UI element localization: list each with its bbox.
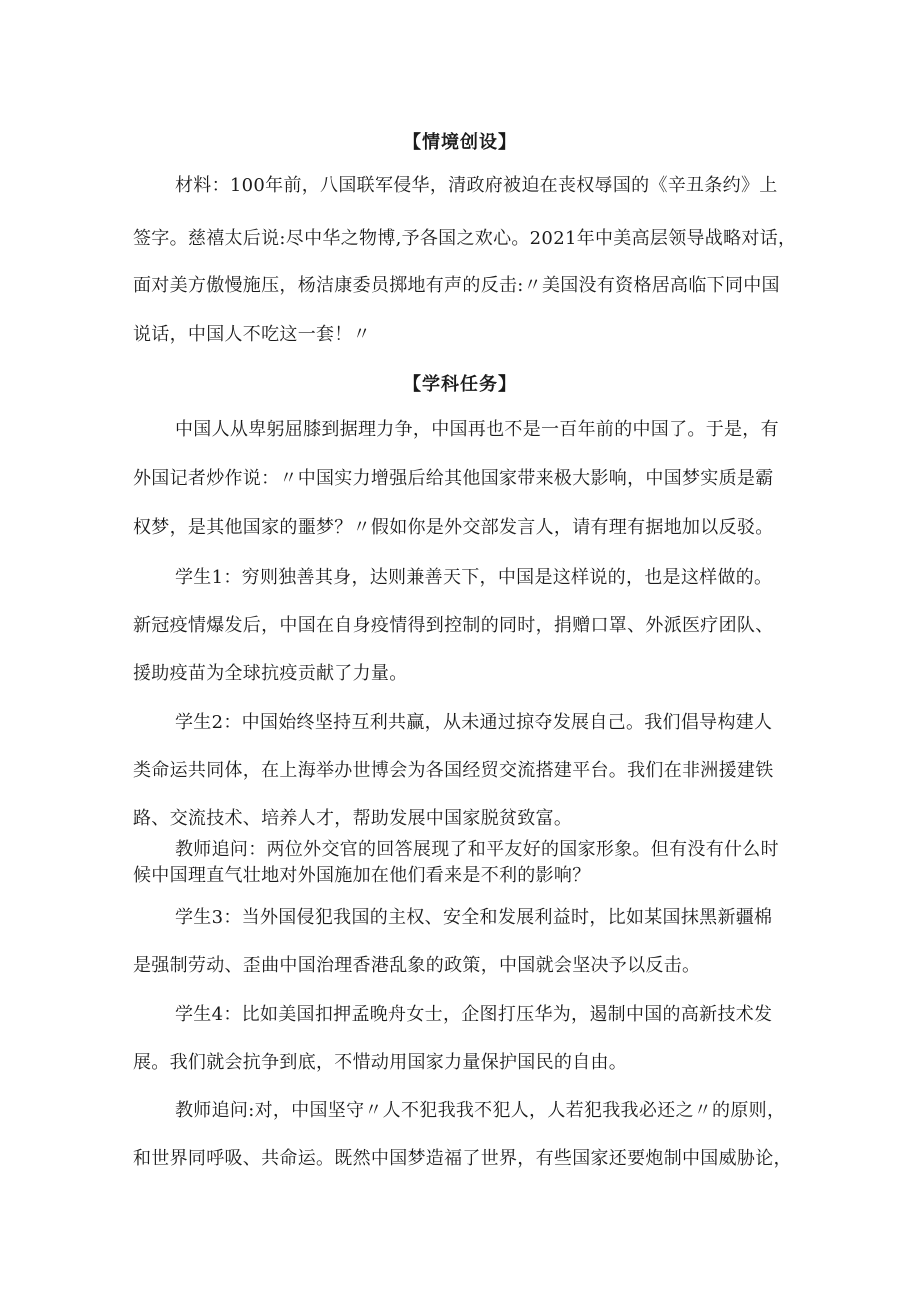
- student2-line-1: 学生2：中国始终坚持互利共赢，从未通过掠夺发展自己。我们倡导构建人: [175, 712, 773, 733]
- task-intro-line-2: 外国记者炒作说：〃中国实力增强后给其他国家带来极大影响，中国梦实质是霸: [133, 468, 774, 489]
- teacher2-line-1: 教师追问:对，中国坚守〃人不犯我我不犯人，人若犯我我必还之〃的原则，: [175, 1100, 786, 1121]
- teacher1-line-2: 候中国理直气壮地对外国施加在他们看来是不利的影响？: [133, 865, 591, 886]
- student4-line-2: 展。我们就会抗争到底，不惜动用国家力量保护国民的自由。: [133, 1052, 628, 1073]
- section-heading-situation: 【情境创设】: [403, 132, 517, 153]
- student3-line-1: 学生3：当外国侵犯我国的主权、安全和发展利益时，比如某国抹黑新疆棉: [175, 907, 773, 928]
- student2-line-3: 路、交流技术、培养人才，帮助发展中国家脱贫致富。: [133, 808, 573, 829]
- teacher1-line-1: 教师追问：两位外交官的回答展现了和平友好的国家形象。但有没有什么时: [175, 839, 779, 860]
- task-intro-line-3: 权梦，是其他国家的噩梦？〃假如你是外交部发言人，请有理有据地加以反驳。: [133, 517, 774, 538]
- student2-line-2: 类命运共同体，在上海举办世博会为各国经贸交流搭建平台。我们在非洲援建铁: [133, 760, 774, 781]
- student4-line-1: 学生4：比如美国扣押孟晚舟女士，企图打压华为，遏制中国的高新技术发: [175, 1004, 773, 1025]
- material-line-4: 说话，中国人不吃这一套！〃: [133, 324, 371, 345]
- student1-line-2: 新冠疫情爆发后，中国在自身疫情得到控制的同时，捐赠口罩、外派医疗团队、: [133, 615, 774, 636]
- material-line-2: 签字。慈禧太后说:尽中华之物博,予各国之欢心。2021年中美高层领导战略对话，: [133, 228, 797, 249]
- teacher2-line-2: 和世界同呼吸、共命运。既然中国梦造福了世界，有些国家还要炮制中国威胁论，: [133, 1148, 792, 1169]
- student1-line-1: 学生1：穷则独善其身，达则兼善天下，中国是这样说的，也是这样做的。: [175, 567, 773, 588]
- section-heading-task: 【学科任务】: [403, 374, 517, 395]
- task-intro-line-1: 中国人从卑躬屈膝到据理力争，中国再也不是一百年前的中国了。于是，有: [175, 419, 779, 440]
- material-line-1: 材料：100年前，八国联军侵华，清政府被迫在丧权辱国的《辛丑条约》上: [175, 175, 778, 196]
- material-line-3: 面对美方傲慢施压，杨洁康委员掷地有声的反击:〃美国没有资格居高临下同中国: [133, 275, 780, 296]
- student1-line-3: 援助疫苗为全球抗疫贡献了力量。: [133, 663, 408, 684]
- student3-line-2: 是强制劳动、歪曲中国治理香港乱象的政策，中国就会坚决予以反击。: [133, 955, 701, 976]
